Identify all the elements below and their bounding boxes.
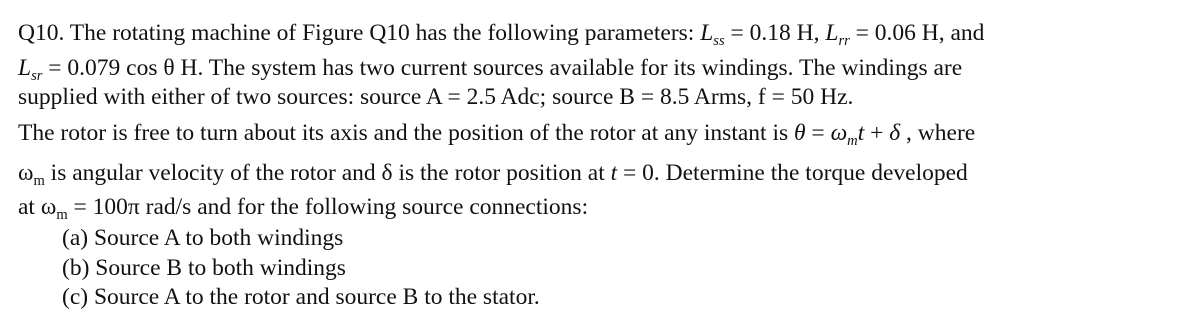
question-text: The rotor is free to turn about its axis and the position of the rotor at any instant is: [18, 120, 794, 146]
question-text: = 0.079 cos θ H. The system has two current sources available for its windings. The windings are: [42, 55, 963, 81]
time-symbol: t: [610, 160, 618, 186]
inductance-subscript: rr: [838, 33, 850, 50]
inductance-subscript: ss: [713, 33, 725, 50]
question-text: at: [18, 194, 41, 220]
omega-symbol: ω: [830, 120, 848, 146]
question-line-2: [18, 54, 963, 85]
question-text: = 0. Determine the torque developed: [617, 160, 968, 186]
omega-subscript: m: [33, 173, 45, 190]
inductance-symbol: L: [700, 20, 714, 46]
omega-subscript: m: [56, 207, 68, 224]
omega-symbol: ω: [18, 160, 34, 186]
question-line-3: supplied with either of two sources: source A = 2.5 Adc; source B = 8.5 Arms, f = 50 Hz.: [18, 84, 854, 110]
equals-sign: =: [805, 120, 831, 146]
omega-symbol: ω: [40, 194, 57, 220]
question-line-5: [18, 159, 968, 190]
question-line-6: [18, 193, 589, 224]
question-text: , where: [900, 120, 976, 146]
time-symbol: t: [857, 120, 865, 146]
list-item: (c) Source A to the rotor and source B to the stator.: [62, 284, 540, 310]
list-item: (b) Source B to both windings: [62, 255, 346, 281]
inductance-value: = 0.06 H, and: [849, 20, 985, 46]
delta-symbol: δ: [889, 120, 901, 146]
inductance-value: = 0.18 H,: [724, 20, 826, 46]
list-item: (a) Source A to both windings: [62, 225, 344, 251]
theta-symbol: θ: [794, 120, 806, 146]
inductance-symbol: L: [18, 55, 32, 81]
inductance-symbol: L: [825, 20, 839, 46]
question-line-1: [18, 19, 985, 50]
inductance-subscript: sr: [31, 68, 43, 85]
question-text: is angular velocity of the rotor and δ is the rotor position at: [44, 160, 611, 186]
question-intro-text: Q10. The rotating machine of Figure Q10 has the following parameters:: [18, 20, 701, 46]
plus-sign: +: [864, 120, 890, 146]
question-text: = 100π rad/s and for the following source connections:: [67, 194, 589, 220]
omega-subscript: m: [847, 133, 858, 150]
question-line-4: [18, 119, 976, 150]
